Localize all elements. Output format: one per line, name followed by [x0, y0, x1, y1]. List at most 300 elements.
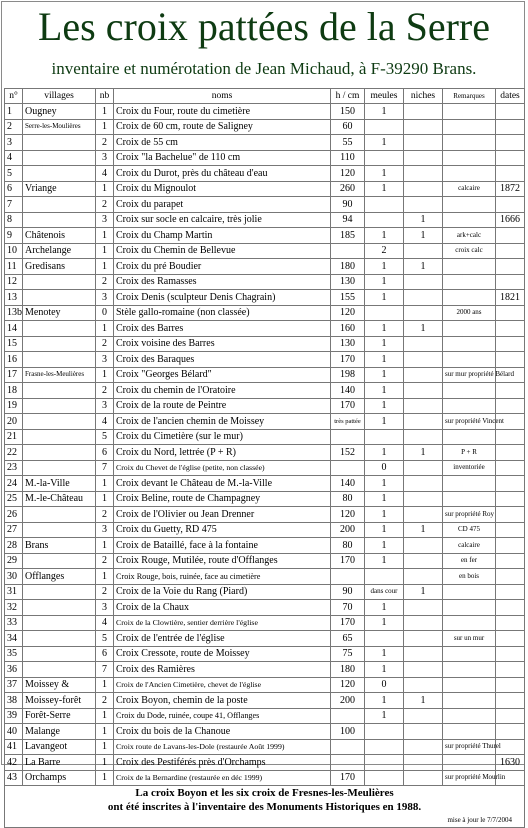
cell-num: 8: [5, 212, 23, 228]
cell-village: Moissey &: [23, 677, 96, 693]
table-row: [5, 429, 525, 445]
cell-nom: Croix "la Bachelue" de 110 cm: [114, 150, 331, 166]
cell-meules: 0: [365, 460, 404, 476]
table-row: [5, 352, 525, 368]
cell-nb: 1: [96, 708, 114, 724]
cell-village: [23, 197, 96, 213]
cell-nb: 2: [96, 383, 114, 399]
cell-nom: Croix du Chemin de Bellevue: [114, 243, 331, 259]
cell-nb: 2: [96, 197, 114, 213]
cell-village: M.-le-Château: [23, 491, 96, 507]
cell-remarques: [443, 693, 496, 709]
cell-meules: 1: [365, 166, 404, 182]
cell-remarques: sur un mur: [443, 631, 496, 647]
table-row: [5, 166, 525, 182]
table-row: [5, 491, 525, 507]
cell-dates: [496, 336, 525, 352]
cell-meules: 1: [365, 135, 404, 151]
cell-num: 3: [5, 135, 23, 151]
cell-remarques: calcaire: [443, 181, 496, 197]
cell-remarques: [443, 274, 496, 290]
cell-niches: 1: [404, 321, 443, 337]
cell-niches: [404, 724, 443, 740]
cell-nom: Croix voisine des Barres: [114, 336, 331, 352]
cell-num: 1: [5, 104, 23, 120]
cell-hauteur: 80: [331, 491, 365, 507]
cell-num: 33: [5, 615, 23, 631]
cell-hauteur: 170: [331, 553, 365, 569]
cell-niches: 1: [404, 212, 443, 228]
cell-nb: 0: [96, 305, 114, 321]
cell-dates: [496, 724, 525, 740]
cell-niches: [404, 290, 443, 306]
cell-remarques: [443, 476, 496, 492]
cell-niches: [404, 135, 443, 151]
table-row: [5, 708, 525, 724]
cell-nom: Croix de l'Ancien Cimetière, chevet de l'église: [114, 677, 331, 693]
cell-dates: [496, 166, 525, 182]
cell-meules: 1: [365, 104, 404, 120]
cell-nom: Croix Rouge, bois, ruinée, face au cimetière: [114, 569, 331, 585]
cell-remarques: [443, 677, 496, 693]
table-row: [5, 228, 525, 244]
cell-remarques: [443, 708, 496, 724]
cell-village: [23, 522, 96, 538]
cell-meules: [365, 429, 404, 445]
cell-village: [23, 414, 96, 430]
cell-hauteur: 170: [331, 398, 365, 414]
cell-hauteur: [331, 569, 365, 585]
cell-num: 6: [5, 181, 23, 197]
cell-niches: [404, 398, 443, 414]
cell-meules: 1: [365, 336, 404, 352]
cell-village: [23, 429, 96, 445]
cell-nb: 3: [96, 212, 114, 228]
cell-village: [23, 150, 96, 166]
table-row: [5, 135, 525, 151]
cell-num: 43: [5, 770, 23, 786]
table-row: [5, 507, 525, 523]
cell-num: 14: [5, 321, 23, 337]
cell-hauteur: [331, 755, 365, 771]
cell-remarques: sur mur propriété Bélard: [443, 367, 496, 383]
table-row: [5, 321, 525, 337]
cell-remarques: P + R: [443, 445, 496, 461]
cell-niches: [404, 414, 443, 430]
cell-nom: Croix de Bataillé, face à la fontaine: [114, 538, 331, 554]
cell-nb: 1: [96, 367, 114, 383]
cell-remarques: [443, 584, 496, 600]
cell-village: [23, 615, 96, 631]
cell-num: 20: [5, 414, 23, 430]
cell-num: 40: [5, 724, 23, 740]
cell-remarques: en fer: [443, 553, 496, 569]
table-row: [5, 460, 525, 476]
cell-village: Vriange: [23, 181, 96, 197]
cell-hauteur: 120: [331, 507, 365, 523]
cell-meules: 1: [365, 553, 404, 569]
cell-dates: [496, 538, 525, 554]
cell-village: Forêt-Serre: [23, 708, 96, 724]
cell-nb: 2: [96, 336, 114, 352]
cell-niches: [404, 662, 443, 678]
cell-dates: [496, 693, 525, 709]
cell-nb: 3: [96, 522, 114, 538]
cell-nb: 1: [96, 569, 114, 585]
cell-meules: 1: [365, 228, 404, 244]
cell-dates: [496, 553, 525, 569]
cell-hauteur: 65: [331, 631, 365, 647]
cell-village: Serre-les-Moulières: [23, 119, 96, 135]
table-row: [5, 212, 525, 228]
cell-hauteur: 170: [331, 352, 365, 368]
cell-niches: 1: [404, 445, 443, 461]
cell-dates: [496, 150, 525, 166]
page-title: Les croix pattées de la Serre: [37, 4, 490, 49]
cell-hauteur: 198: [331, 367, 365, 383]
cell-meules: 1: [365, 708, 404, 724]
cell-village: Malange: [23, 724, 96, 740]
cell-nom: Croix route de Lavans-les-Dole (restaurée Août 1999): [114, 739, 331, 755]
cell-nom: Croix du bois de la Chanoue: [114, 724, 331, 740]
cell-dates: [496, 243, 525, 259]
cell-remarques: [443, 615, 496, 631]
cell-dates: [496, 119, 525, 135]
table-row: [5, 243, 525, 259]
cell-nb: 1: [96, 321, 114, 337]
cell-nb: 1: [96, 724, 114, 740]
table-row: [5, 755, 525, 771]
cell-meules: 1: [365, 507, 404, 523]
cell-num: 27: [5, 522, 23, 538]
cell-meules: 1: [365, 476, 404, 492]
cell-dates: 1666: [496, 212, 525, 228]
cell-nom: Croix du Dode, ruinée, coupe 41, Offlanges: [114, 708, 331, 724]
cell-niches: 1: [404, 522, 443, 538]
cell-num: 31: [5, 584, 23, 600]
cell-nb: 2: [96, 274, 114, 290]
cell-niches: [404, 553, 443, 569]
table-row: [5, 600, 525, 616]
cell-hauteur: 260: [331, 181, 365, 197]
update-date: mise à jour le 7/7/2004: [5, 814, 525, 828]
cell-remarques: [443, 336, 496, 352]
cell-niches: [404, 491, 443, 507]
cell-remarques: [443, 491, 496, 507]
table-row: [5, 367, 525, 383]
cell-niches: [404, 569, 443, 585]
cell-hauteur: 55: [331, 135, 365, 151]
cell-nom: Croix du Chevet de l'église (petite, non classée): [114, 460, 331, 476]
cell-village: [23, 584, 96, 600]
cell-meules: [365, 631, 404, 647]
footer-note-line1: La croix Boyon et les six croix de Fresnes-les-Meulières: [5, 786, 525, 801]
cell-num: 25: [5, 491, 23, 507]
cell-dates: [496, 522, 525, 538]
cell-nom: Croix Denis (sculpteur Denis Chagrain): [114, 290, 331, 306]
cell-meules: [365, 739, 404, 755]
cell-nom: Croix de la route de Peintre: [114, 398, 331, 414]
cell-village: La Barre: [23, 755, 96, 771]
table-row: [5, 739, 525, 755]
cell-meules: 1: [365, 600, 404, 616]
cell-meules: [365, 770, 404, 786]
cell-num: 32: [5, 600, 23, 616]
cell-niches: 1: [404, 259, 443, 275]
cell-num: 24: [5, 476, 23, 492]
cell-niches: [404, 507, 443, 523]
cell-remarques: sur propriété Vincent: [443, 414, 496, 430]
cell-num: 4: [5, 150, 23, 166]
cell-hauteur: [331, 708, 365, 724]
cell-hauteur: 150: [331, 104, 365, 120]
cell-meules: 1: [365, 522, 404, 538]
cell-dates: [496, 197, 525, 213]
cell-niches: [404, 274, 443, 290]
cell-dates: [496, 476, 525, 492]
cell-dates: [496, 708, 525, 724]
cell-village: [23, 662, 96, 678]
cell-nb: 4: [96, 414, 114, 430]
table-row: [5, 662, 525, 678]
cell-niches: [404, 770, 443, 786]
cell-dates: [496, 491, 525, 507]
cell-hauteur: [331, 460, 365, 476]
cell-niches: [404, 600, 443, 616]
cell-nb: 2: [96, 135, 114, 151]
cell-num: 21: [5, 429, 23, 445]
cell-village: [23, 631, 96, 647]
cell-nom: Croix de la Bernardine (restaurée en déc 1999): [114, 770, 331, 786]
table-row: [5, 445, 525, 461]
cell-village: Orchamps: [23, 770, 96, 786]
cell-remarques: [443, 383, 496, 399]
cell-niches: [404, 352, 443, 368]
cell-hauteur: 170: [331, 615, 365, 631]
cell-niches: [404, 181, 443, 197]
cell-hauteur: 120: [331, 166, 365, 182]
table-row: [5, 476, 525, 492]
cell-meules: 1: [365, 491, 404, 507]
cell-nom: Croix Boyon, chemin de la poste: [114, 693, 331, 709]
cell-village: Archelange: [23, 243, 96, 259]
cell-hauteur: 152: [331, 445, 365, 461]
cell-remarques: [443, 600, 496, 616]
cell-dates: [496, 569, 525, 585]
footer-row: [5, 814, 525, 828]
cell-nb: 1: [96, 228, 114, 244]
cell-num: 11: [5, 259, 23, 275]
cell-village: Frasne-les-Meulières: [23, 367, 96, 383]
cell-dates: 1872: [496, 181, 525, 197]
column-header-meules: meules: [365, 89, 404, 104]
cell-meules: 1: [365, 398, 404, 414]
cell-nb: 1: [96, 243, 114, 259]
cell-village: [23, 321, 96, 337]
cell-nom: Croix devant le Château de M.-la-Ville: [114, 476, 331, 492]
cell-hauteur: 140: [331, 476, 365, 492]
cell-num: 41: [5, 739, 23, 755]
cell-niches: [404, 460, 443, 476]
cell-niches: 1: [404, 228, 443, 244]
cell-num: 34: [5, 631, 23, 647]
cell-nb: 3: [96, 150, 114, 166]
cell-nb: 5: [96, 631, 114, 647]
cell-nom: Croix du Guetty, RD 475: [114, 522, 331, 538]
cell-meules: 0: [365, 677, 404, 693]
cell-num: 36: [5, 662, 23, 678]
cell-nb: 3: [96, 290, 114, 306]
cell-dates: [496, 228, 525, 244]
cell-nom: Croix des Ramières: [114, 662, 331, 678]
cell-hauteur: 90: [331, 197, 365, 213]
cell-meules: [365, 212, 404, 228]
footer-row: [5, 786, 525, 801]
cell-meules: 1: [365, 662, 404, 678]
cell-meules: 1: [365, 259, 404, 275]
cell-nom: Croix du Mignoulot: [114, 181, 331, 197]
cell-remarques: [443, 197, 496, 213]
cell-num: 12: [5, 274, 23, 290]
cell-nom: Croix des Baraques: [114, 352, 331, 368]
cell-nom: Croix de la Voie du Rang (Piard): [114, 584, 331, 600]
table-row: [5, 631, 525, 647]
cell-niches: [404, 383, 443, 399]
cell-hauteur: 120: [331, 305, 365, 321]
cell-num: 13: [5, 290, 23, 306]
cell-meules: 1: [365, 538, 404, 554]
cell-dates: [496, 631, 525, 647]
cell-niches: [404, 150, 443, 166]
cell-dates: [496, 383, 525, 399]
cell-nb: 1: [96, 491, 114, 507]
cell-nb: 7: [96, 460, 114, 476]
cell-village: [23, 398, 96, 414]
cell-num: 39: [5, 708, 23, 724]
cell-hauteur: 130: [331, 274, 365, 290]
cell-nb: 2: [96, 584, 114, 600]
cell-nom: Croix de 60 cm, route de Saligney: [114, 119, 331, 135]
table-row: [5, 336, 525, 352]
cell-remarques: 2000 ans: [443, 305, 496, 321]
cell-num: 23: [5, 460, 23, 476]
cell-meules: dans cour: [365, 584, 404, 600]
column-header-nom: noms: [114, 89, 331, 104]
cell-remarques: sur propriété Thurel: [443, 739, 496, 755]
cell-nom: Croix du pré Boudier: [114, 259, 331, 275]
cell-niches: [404, 336, 443, 352]
cell-niches: [404, 708, 443, 724]
cell-hauteur: 200: [331, 693, 365, 709]
cell-village: [23, 460, 96, 476]
cell-niches: [404, 104, 443, 120]
cell-dates: [496, 445, 525, 461]
cell-num: 10: [5, 243, 23, 259]
cell-dates: [496, 507, 525, 523]
cell-nom: Croix du Nord, lettrée (P + R): [114, 445, 331, 461]
cell-hauteur: 200: [331, 522, 365, 538]
table-row: [5, 274, 525, 290]
cell-niches: [404, 305, 443, 321]
cell-hauteur: très pattée: [331, 414, 365, 430]
cell-num: 29: [5, 553, 23, 569]
table-row: [5, 724, 525, 740]
cell-niches: [404, 119, 443, 135]
table-row: [5, 150, 525, 166]
cell-meules: 1: [365, 290, 404, 306]
cell-meules: 1: [365, 181, 404, 197]
cell-nb: 1: [96, 770, 114, 786]
cell-village: Lavangeot: [23, 739, 96, 755]
cell-num: 9: [5, 228, 23, 244]
cell-dates: [496, 615, 525, 631]
cell-meules: 1: [365, 352, 404, 368]
cell-remarques: ark+calc: [443, 228, 496, 244]
table-row: [5, 119, 525, 135]
cell-nb: 1: [96, 538, 114, 554]
cell-nb: 1: [96, 677, 114, 693]
cell-num: 42: [5, 755, 23, 771]
cell-meules: 1: [365, 321, 404, 337]
cell-village: [23, 274, 96, 290]
cell-niches: [404, 243, 443, 259]
cell-village: M.-la-Ville: [23, 476, 96, 492]
column-header-remarques: Remarques: [443, 89, 496, 104]
footer-row: [5, 800, 525, 814]
cell-dates: [496, 321, 525, 337]
cell-dates: [496, 646, 525, 662]
table-header-row: [5, 89, 525, 104]
cell-dates: [496, 677, 525, 693]
cell-meules: 1: [365, 383, 404, 399]
cell-dates: 1821: [496, 290, 525, 306]
cell-remarques: calcaire: [443, 538, 496, 554]
column-header-niches: niches: [404, 89, 443, 104]
cell-village: [23, 383, 96, 399]
cell-meules: 1: [365, 367, 404, 383]
cell-meules: 1: [365, 274, 404, 290]
cell-nb: 5: [96, 429, 114, 445]
cell-village: [23, 290, 96, 306]
cell-nom: Croix du parapet: [114, 197, 331, 213]
inventory-table: [4, 88, 525, 828]
cell-nb: 1: [96, 259, 114, 275]
cell-remarques: [443, 646, 496, 662]
cell-remarques: sur propriété Roy: [443, 507, 496, 523]
cell-hauteur: 75: [331, 646, 365, 662]
cell-village: [23, 166, 96, 182]
cell-remarques: [443, 755, 496, 771]
table-row: [5, 398, 525, 414]
cell-meules: 1: [365, 615, 404, 631]
column-header-hauteur: h / cm: [331, 89, 365, 104]
cell-nb: 1: [96, 119, 114, 135]
table-row: [5, 383, 525, 399]
cell-meules: [365, 755, 404, 771]
cell-hauteur: 155: [331, 290, 365, 306]
cell-nom: Croix de l'ancien chemin de Moissey: [114, 414, 331, 430]
cell-hauteur: 90: [331, 584, 365, 600]
cell-nom: Croix du chemin de l'Oratoire: [114, 383, 331, 399]
cell-hauteur: [331, 243, 365, 259]
cell-nom: Croix sur socle en calcaire, très jolie: [114, 212, 331, 228]
table-row: [5, 553, 525, 569]
column-header-village: villages: [23, 89, 96, 104]
cell-hauteur: 100: [331, 724, 365, 740]
cell-meules: [365, 119, 404, 135]
cell-niches: [404, 476, 443, 492]
cell-num: 15: [5, 336, 23, 352]
